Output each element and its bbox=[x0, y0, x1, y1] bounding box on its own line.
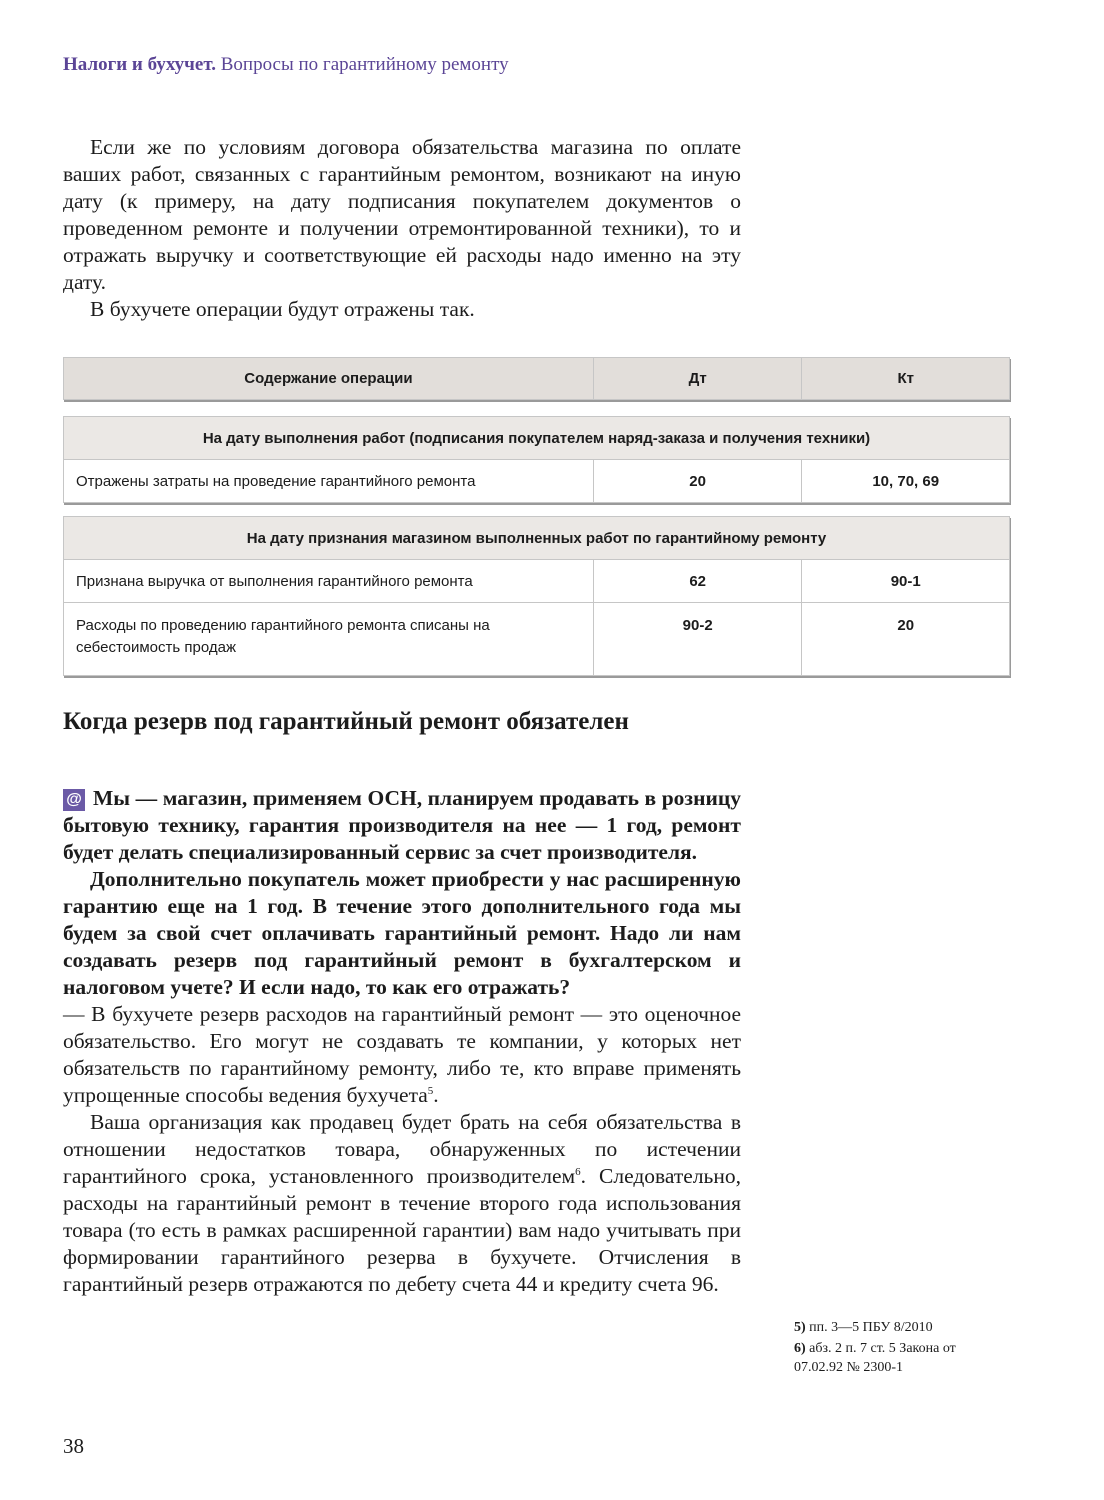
row-credit: 10, 70, 69 bbox=[802, 460, 1010, 503]
email-question-icon: @ bbox=[63, 789, 85, 811]
row-debit: 62 bbox=[593, 560, 802, 603]
page-number: 38 bbox=[63, 1434, 84, 1458]
footnote-ref-5: 5 bbox=[427, 1084, 434, 1097]
table-row bbox=[64, 603, 1010, 676]
intro-paragraph-2: В бухучете операции будут отражены так. bbox=[90, 297, 475, 321]
row-credit: 90-1 bbox=[802, 560, 1010, 603]
row-debit: 90-2 bbox=[593, 603, 802, 676]
section-2-title: На дату признания магазином выполненных работ по гарантийному ремонту bbox=[64, 517, 1010, 560]
section-heading: Когда резерв под гарантийный ремонт обязателен bbox=[63, 708, 629, 735]
row-debit: 20 bbox=[593, 460, 802, 503]
running-header-title: Вопросы по гарантийному ремонту bbox=[220, 54, 509, 75]
intro-text bbox=[63, 134, 741, 323]
qa-block bbox=[63, 785, 741, 1298]
footnotes bbox=[794, 1318, 994, 1379]
question-paragraph-2: Дополнительно покупатель может приобрести у нас расширенную гарантию еще на 1 год. В течение этого дополнительного года мы будем за свой счет оплачивать гарантийный ремонт. Надо ли нам создавать резерв под гарантийный ремонт в бухгалтерском и налоговом учете? И если надо, то как его отражать? bbox=[63, 867, 741, 999]
row-operation: Признана выручка от выполнения гарантийного ремонта bbox=[64, 560, 594, 603]
footnote-ref-6: 6 bbox=[575, 1165, 581, 1178]
table-row bbox=[64, 560, 1010, 603]
row-operation: Расходы по проведению гарантийного ремонта списаны на себестоимость продаж bbox=[64, 603, 594, 676]
header-credit: Кт bbox=[802, 358, 1010, 400]
intro-paragraph-1: Если же по условиям договора обязательства магазина по оплате ваших работ, связанных с гарантийным ремонтом, возникают на иную дату (к примеру, на дату подписания покупателем документов о проведенном ремонте и получении отремонтированной техники), то и отражать выручку и соответствующие ей расходы надо именно на эту дату. bbox=[63, 135, 741, 294]
answer-paragraph-2: Ваша организация как продавец будет брать на себя обязательства в отношении недостатков товара, обнаруженных по истечении гарантийного срока, установленного производителем$^6$. Следовательно, расходы на гарантийный ремонт в течение второго года использования товара (то есть в рамках расширенной гарантии) вам надо учитывать при формировании гарантийного резерва в бухучете. Отчисления в гарантийный резерв отражаются по дебету счета 44 и кредиту счета 96. bbox=[63, 1110, 741, 1296]
question-paragraph-1: @ Мы — магазин, применяем ОСН, планируем продавать в розницу бытовую технику, гарантия производителя на нее — 1 год, ремонт будет делать специализированный сервис за счет производителя. bbox=[63, 786, 741, 864]
row-operation: Отражены затраты на проведение гарантийного ремонта bbox=[64, 460, 594, 503]
answer-paragraph-1: — В бухучете резерв расходов на гарантийный ремонт — это оценочное обязательство. Его могут не создавать те компании, у которых нет обязательств по гарантийному ремонту, либо те, кто вправе применять упрощенные способы ведения бухучета$^5$. bbox=[63, 1002, 741, 1107]
table-section-1 bbox=[63, 416, 1010, 503]
running-header-section: Налоги и бухучет. bbox=[63, 54, 216, 75]
footnote-6: 6) абз. 2 п. 7 ст. 5 Закона от 07.02.92 № 2300-1 bbox=[794, 1341, 956, 1375]
table-section-2 bbox=[63, 516, 1010, 676]
section-1-title: На дату выполнения работ (подписания покупателем наряд-заказа и получения техники) bbox=[64, 417, 1010, 460]
footnote-5: 5) пп. 3—5 ПБУ 8/2010 bbox=[794, 1320, 933, 1335]
row-credit: 20 bbox=[802, 603, 1010, 676]
table-header bbox=[63, 357, 1010, 400]
running-header bbox=[63, 54, 509, 76]
header-operation: Содержание операции bbox=[64, 358, 594, 400]
header-debit: Дт bbox=[593, 358, 802, 400]
table-row bbox=[64, 460, 1010, 503]
